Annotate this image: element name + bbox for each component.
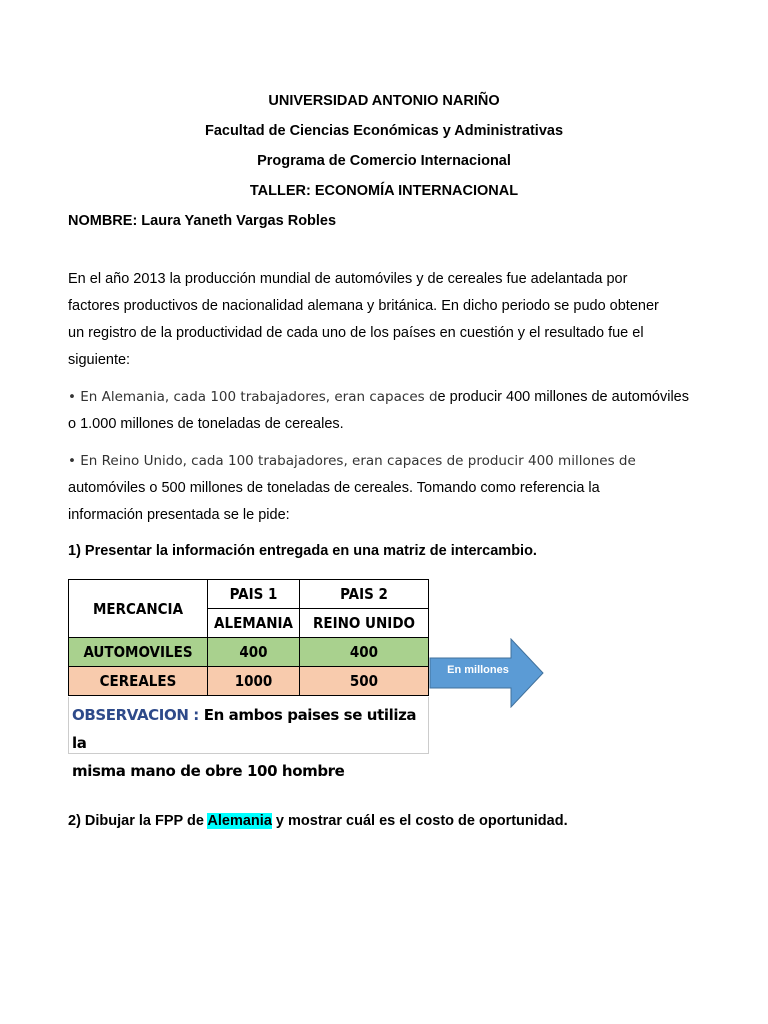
intro-line-1: En el año 2013 la producción mundial de automóviles y de cereales fue adelantada por xyxy=(68,271,628,287)
cell-auto-reino-unido: 400 xyxy=(300,638,429,667)
question-2-prefix: 2) Dibujar la FPP de xyxy=(68,813,208,829)
observation-line-1 xyxy=(72,701,428,757)
student-name: NOMBRE: Laura Yaneth Vargas Robles xyxy=(68,213,337,229)
bullet-uk-line3: información presentada se le pide: xyxy=(68,507,290,523)
table-row xyxy=(69,667,429,696)
cell-cereal-alemania: 1000 xyxy=(208,667,300,696)
header-pais-2: PAIS 2 xyxy=(300,580,429,609)
bullet-germany-line2: o 1.000 millones de toneladas de cereales. xyxy=(68,416,344,432)
bullet-germany-part1: • En Alemania, cada 100 trabajadores, eran capaces d xyxy=(68,389,438,405)
program-title: Programa de Comercio Internacional xyxy=(257,153,511,169)
question-2 xyxy=(68,813,568,829)
observation-text-2: misma mano de obre 100 hombre xyxy=(72,762,345,780)
question-2-suffix: y mostrar cuál es el costo de oportunidad. xyxy=(271,813,568,829)
cell-auto-alemania: 400 xyxy=(208,638,300,667)
faculty-title: Facultad de Ciencias Económicas y Administrativas xyxy=(204,123,564,139)
header-pais-1: PAIS 1 xyxy=(208,580,300,609)
table-row xyxy=(69,638,429,667)
bullet-uk: • En Reino Unido, cada 100 trabajadores, eran capaces de producir 400 millones de xyxy=(68,453,636,469)
observation-note xyxy=(68,697,429,780)
highlighted-word: Alemania xyxy=(207,813,272,829)
intro-line-2: factores productivos de nacionalidad alemana y británica. En dicho periodo se pudo obtener xyxy=(68,298,659,314)
header-alemania: ALEMANIA xyxy=(208,609,300,638)
cell-cereal-reino-unido: 500 xyxy=(300,667,429,696)
intro-line-3: un registro de la productividad de cada uno de los países en cuestión y el resultado fue el xyxy=(68,325,644,341)
header-reino-unido: REINO UNIDO xyxy=(300,609,429,638)
university-title: UNIVERSIDAD ANTONIO NARIÑO xyxy=(268,93,500,109)
intro-line-4: siguiente: xyxy=(68,352,131,368)
observation-label: OBSERVACION : xyxy=(72,706,199,724)
bullet-uk-line2: automóviles o 500 millones de toneladas de cereales. Tomando como referencia la xyxy=(68,480,600,496)
observation-text-1: En ambos paises se utiliza la xyxy=(72,706,417,752)
bullet-germany-part2: e producir 400 millones de automóviles xyxy=(437,389,690,405)
row-label-cereales: CEREALES xyxy=(69,667,208,696)
bullet-germany xyxy=(68,389,689,405)
arrow-label: En millones xyxy=(447,664,509,676)
question-1: 1) Presentar la información entregada en una matriz de intercambio. xyxy=(68,543,537,559)
header-mercancia: MERCANCIA xyxy=(69,580,208,638)
workshop-title: TALLER: ECONOMÍA INTERNACIONAL xyxy=(249,183,519,199)
row-label-automoviles: AUTOMOVILES xyxy=(69,638,208,667)
exchange-matrix xyxy=(68,579,429,696)
